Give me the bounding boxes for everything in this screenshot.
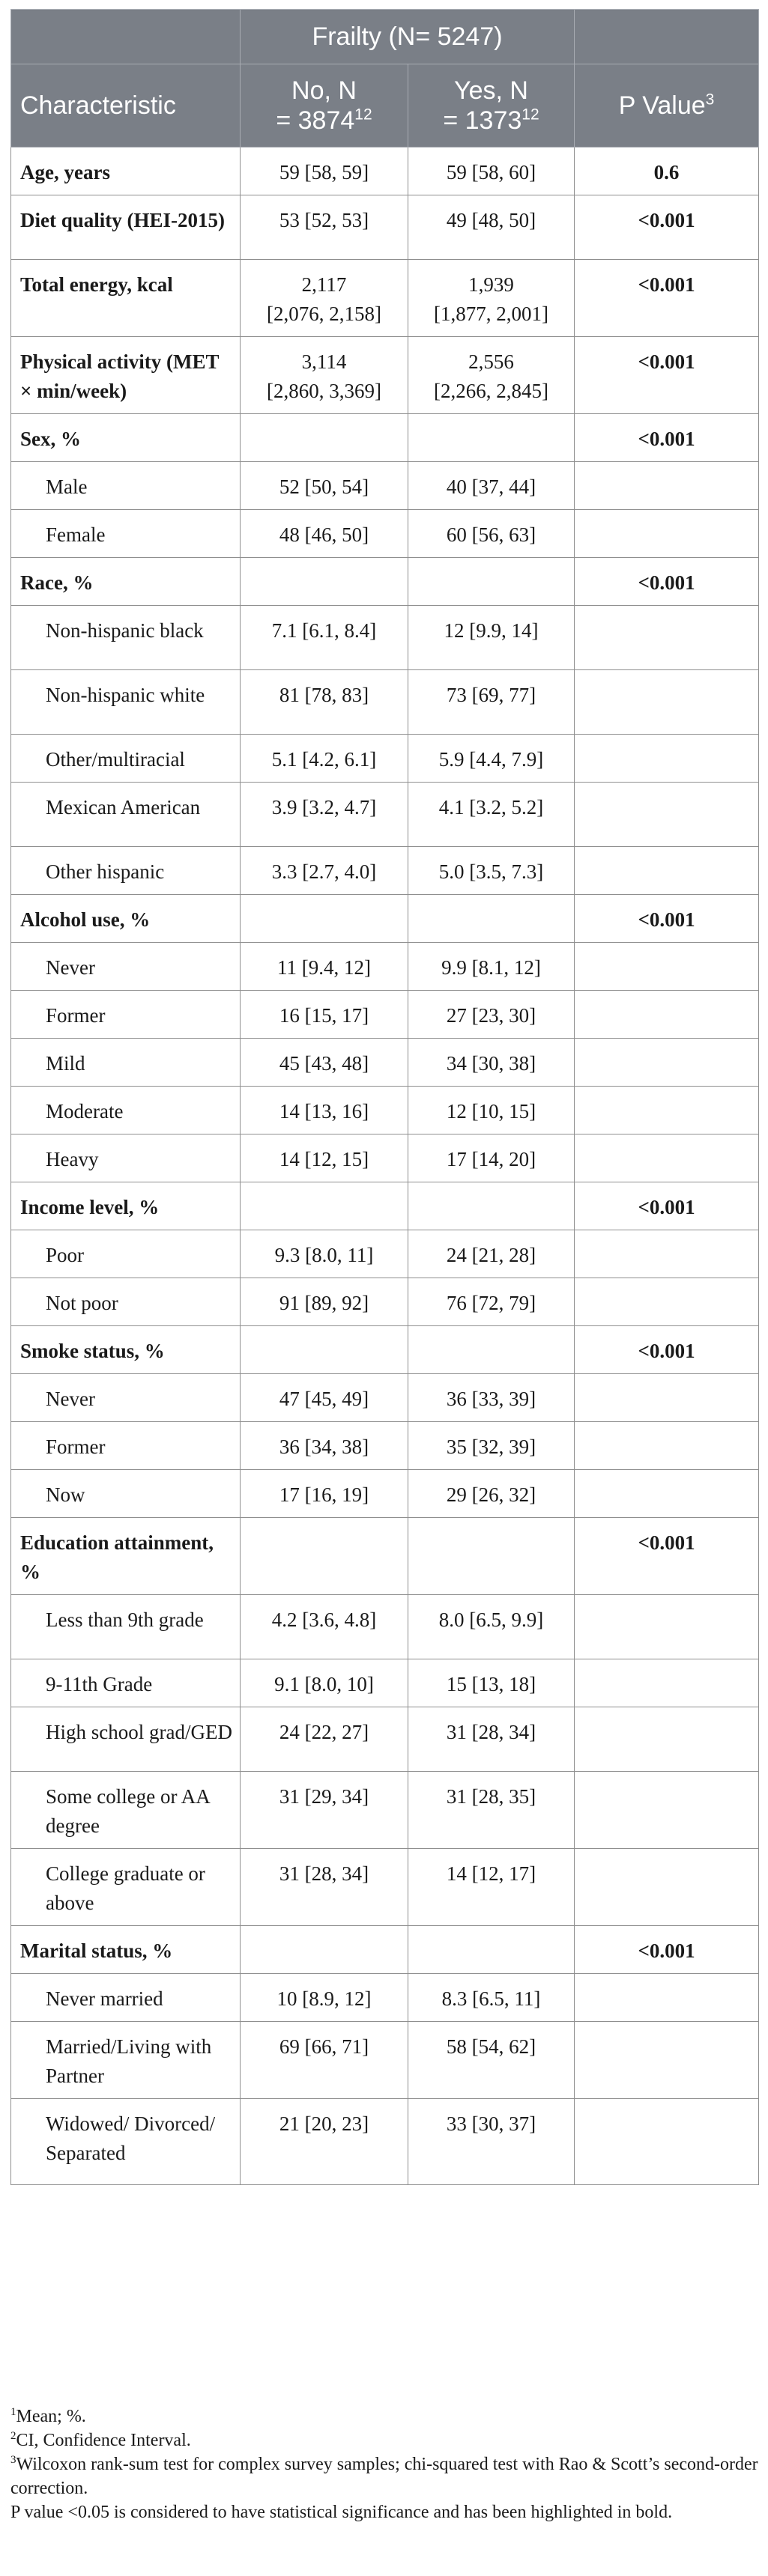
- no-header-line2: = 3874: [276, 106, 355, 135]
- variable-label: Smoke status, %: [11, 1326, 241, 1374]
- variable-row: [11, 337, 759, 414]
- value-line: 1,939: [468, 273, 514, 296]
- value-line: 8.3 [6.5, 11]: [441, 1987, 541, 2010]
- no-frailty-value: [241, 670, 408, 735]
- category-label: Female: [11, 510, 241, 558]
- p-value: [575, 606, 759, 670]
- p-value: <0.001: [575, 1926, 759, 1974]
- value-line: 31 [29, 34]: [279, 1785, 369, 1808]
- category-row: [11, 670, 759, 735]
- no-frailty-value: [241, 195, 408, 260]
- category-label: Mild: [11, 1039, 241, 1087]
- yes-frailty-value: [408, 943, 575, 991]
- variable-row: [11, 1518, 759, 1595]
- table-body: [11, 148, 759, 2185]
- value-line: 40 [37, 44]: [446, 476, 536, 498]
- category-row: [11, 2022, 759, 2099]
- value-line: 14 [13, 16]: [279, 1100, 369, 1123]
- category-label: Heavy: [11, 1134, 241, 1182]
- value-line: 10 [8.9, 12]: [276, 1987, 372, 2010]
- no-frailty-value: [241, 1926, 408, 1974]
- no-frailty-value: [241, 1230, 408, 1278]
- yes-frailty-value: [408, 462, 575, 510]
- no-frailty-value: [241, 510, 408, 558]
- footnote-text: CI, Confidence Interval.: [16, 2431, 191, 2450]
- footnote: [10, 2428, 760, 2452]
- yes-frailty-value: [408, 2022, 575, 2099]
- yes-frailty-value: [408, 1039, 575, 1087]
- variable-row: [11, 1182, 759, 1230]
- p-value: [575, 1707, 759, 1772]
- value-line: [2,860, 3,369]: [267, 380, 381, 402]
- yes-frailty-value: [408, 337, 575, 414]
- value-line: [2,266, 2,845]: [434, 380, 548, 402]
- p-value: [575, 2099, 759, 2185]
- value-line: 31 [28, 34]: [446, 1721, 536, 1743]
- no-frailty-value: [241, 1772, 408, 1849]
- category-row: [11, 1772, 759, 1849]
- category-label: Not poor: [11, 1278, 241, 1326]
- yes-frailty-header: [408, 64, 575, 148]
- no-frailty-value: [241, 2022, 408, 2099]
- category-label: High school grad/GED: [11, 1707, 241, 1772]
- p-value-footnote-ref: 3: [705, 91, 715, 109]
- yes-frailty-value: [408, 1974, 575, 2022]
- yes-frailty-value: [408, 1659, 575, 1707]
- p-value: [575, 2022, 759, 2099]
- no-header-line1: No, N: [291, 76, 357, 105]
- no-frailty-value: [241, 1087, 408, 1134]
- footnote-marker: 2: [10, 2430, 16, 2442]
- p-value: [575, 991, 759, 1039]
- value-line: 21 [20, 23]: [279, 2112, 369, 2135]
- category-row: [11, 1230, 759, 1278]
- p-value-header-text: P Value: [618, 91, 706, 120]
- footnote-marker: 1: [10, 2406, 16, 2418]
- p-value: <0.001: [575, 260, 759, 337]
- category-label: Mexican American: [11, 783, 241, 847]
- category-row: [11, 1087, 759, 1134]
- category-label: Married/Living with Partner: [11, 2022, 241, 2099]
- category-row: [11, 1849, 759, 1926]
- yes-frailty-value: [408, 1278, 575, 1326]
- category-row: [11, 462, 759, 510]
- value-line: 52 [50, 54]: [279, 476, 369, 498]
- yes-frailty-value: [408, 783, 575, 847]
- category-label: Never: [11, 1374, 241, 1422]
- value-line: 8.0 [6.5, 9.9]: [438, 1609, 544, 1631]
- value-line: 11 [9.4, 12]: [277, 956, 371, 979]
- no-frailty-value: [241, 2099, 408, 2185]
- variable-row: [11, 1326, 759, 1374]
- value-line: 33 [30, 37]: [446, 2112, 536, 2135]
- yes-frailty-value: [408, 1707, 575, 1772]
- yes-frailty-value: [408, 260, 575, 337]
- no-frailty-value: [241, 1134, 408, 1182]
- p-value: 0.6: [575, 148, 759, 195]
- category-row: [11, 1278, 759, 1326]
- category-label: Other/multiracial: [11, 735, 241, 783]
- value-line: 5.9 [4.4, 7.9]: [438, 748, 544, 771]
- yes-frailty-value: [408, 1087, 575, 1134]
- no-frailty-value: [241, 1470, 408, 1518]
- category-label: 9-11th Grade: [11, 1659, 241, 1707]
- yes-frailty-value: [408, 1422, 575, 1470]
- yes-frailty-value: [408, 895, 575, 943]
- value-line: 5.0 [3.5, 7.3]: [438, 860, 544, 883]
- yes-frailty-value: [408, 1374, 575, 1422]
- value-line: 31 [28, 35]: [446, 1785, 536, 1808]
- p-value: [575, 1374, 759, 1422]
- p-value: [575, 510, 759, 558]
- category-label: Never: [11, 943, 241, 991]
- value-line: 14 [12, 15]: [279, 1148, 369, 1170]
- no-frailty-value: [241, 606, 408, 670]
- variable-row: [11, 195, 759, 260]
- value-line: [2,076, 2,158]: [267, 303, 381, 325]
- category-row: [11, 1595, 759, 1659]
- p-value: [575, 1039, 759, 1087]
- no-frailty-value: [241, 783, 408, 847]
- category-row: [11, 1974, 759, 2022]
- category-row: [11, 847, 759, 895]
- p-value: [575, 1772, 759, 1849]
- variable-row: [11, 148, 759, 195]
- category-label: Less than 9th grade: [11, 1595, 241, 1659]
- yes-frailty-value: [408, 1326, 575, 1374]
- value-line: 59 [58, 59]: [279, 161, 369, 183]
- yes-frailty-value: [408, 414, 575, 462]
- value-line: 3.3 [2.7, 4.0]: [271, 860, 377, 883]
- footnote: [10, 2500, 760, 2524]
- value-line: 4.1 [3.2, 5.2]: [438, 796, 544, 818]
- value-line: 29 [26, 32]: [446, 1483, 536, 1506]
- category-label: College graduate or above: [11, 1849, 241, 1926]
- p-value: [575, 1230, 759, 1278]
- value-line: 4.2 [3.6, 4.8]: [271, 1609, 377, 1631]
- p-value: [575, 1595, 759, 1659]
- no-frailty-value: [241, 1595, 408, 1659]
- value-line: 47 [45, 49]: [279, 1388, 369, 1410]
- value-line: 48 [46, 50]: [279, 523, 369, 546]
- no-frailty-value: [241, 1326, 408, 1374]
- value-line: 9.9 [8.1, 12]: [441, 956, 541, 979]
- value-line: 27 [23, 30]: [446, 1004, 536, 1027]
- category-row: [11, 1422, 759, 1470]
- yes-frailty-value: [408, 606, 575, 670]
- value-line: 3,114: [301, 350, 347, 373]
- category-row: [11, 943, 759, 991]
- variable-label: Sex, %: [11, 414, 241, 462]
- category-row: [11, 735, 759, 783]
- p-value: [575, 847, 759, 895]
- yes-frailty-value: [408, 1134, 575, 1182]
- p-value: [575, 735, 759, 783]
- value-line: 36 [33, 39]: [446, 1388, 536, 1410]
- value-line: 60 [56, 63]: [446, 523, 536, 546]
- p-value: [575, 783, 759, 847]
- value-line: 91 [89, 92]: [279, 1292, 369, 1314]
- yes-frailty-value: [408, 1230, 575, 1278]
- value-line: 2,117: [301, 273, 347, 296]
- category-label: Some college or AA degree: [11, 1772, 241, 1849]
- no-frailty-value: [241, 558, 408, 606]
- no-frailty-value: [241, 1849, 408, 1926]
- category-row: [11, 1659, 759, 1707]
- category-label: Former: [11, 991, 241, 1039]
- category-label: Widowed/ Divorced/ Separated: [11, 2099, 241, 2185]
- p-value: [575, 1659, 759, 1707]
- value-line: 9.1 [8.0, 10]: [274, 1673, 374, 1695]
- variable-label: Diet quality (HEI-2015): [11, 195, 241, 260]
- no-frailty-value: [241, 1374, 408, 1422]
- value-line: 35 [32, 39]: [446, 1436, 536, 1458]
- category-row: [11, 1707, 759, 1772]
- value-line: 24 [22, 27]: [279, 1721, 369, 1743]
- no-frailty-value: [241, 1278, 408, 1326]
- category-label: Poor: [11, 1230, 241, 1278]
- yes-frailty-value: [408, 148, 575, 195]
- variable-label: Income level, %: [11, 1182, 241, 1230]
- value-line: 49 [48, 50]: [446, 209, 536, 231]
- no-frailty-value: [241, 1422, 408, 1470]
- footnote-text: Wilcoxon rank-sum test for complex survey samples; chi-squared test with Rao & Scott’s second-order correction.: [10, 2455, 758, 2498]
- category-row: [11, 1374, 759, 1422]
- variable-row: [11, 260, 759, 337]
- frailty-characteristics-table: [10, 9, 759, 2185]
- p-value: [575, 670, 759, 735]
- yes-frailty-value: [408, 1595, 575, 1659]
- category-row: [11, 1134, 759, 1182]
- value-line: 2,556: [468, 350, 514, 373]
- category-label: Now: [11, 1470, 241, 1518]
- p-value: <0.001: [575, 1326, 759, 1374]
- variable-label: Alcohol use, %: [11, 895, 241, 943]
- p-value: [575, 1087, 759, 1134]
- footnote-text: P value <0.05 is considered to have statistical significance and has been highlighted in bold.: [10, 2503, 673, 2522]
- no-frailty-value: [241, 735, 408, 783]
- category-label: Non-hispanic white: [11, 670, 241, 735]
- variable-label: Marital status, %: [11, 1926, 241, 1974]
- footnote-text: Mean; %.: [16, 2407, 86, 2426]
- variable-label: Physical activity (MET × min/week): [11, 337, 241, 414]
- p-value: <0.001: [575, 558, 759, 606]
- no-frailty-value: [241, 1518, 408, 1595]
- p-value: [575, 1849, 759, 1926]
- no-frailty-value: [241, 991, 408, 1039]
- value-line: 59 [58, 60]: [446, 161, 536, 183]
- yes-frailty-value: [408, 1470, 575, 1518]
- no-header-footnote-ref: 12: [354, 106, 372, 124]
- yes-frailty-value: [408, 1772, 575, 1849]
- yes-frailty-value: [408, 991, 575, 1039]
- category-row: [11, 1470, 759, 1518]
- category-label: Other hispanic: [11, 847, 241, 895]
- yes-frailty-value: [408, 735, 575, 783]
- value-line: 36 [34, 38]: [279, 1436, 369, 1458]
- value-line: 7.1 [6.1, 8.4]: [271, 619, 377, 642]
- yes-frailty-value: [408, 1518, 575, 1595]
- p-value: <0.001: [575, 195, 759, 260]
- variable-label: Age, years: [11, 148, 241, 195]
- value-line: 5.1 [4.2, 6.1]: [271, 748, 377, 771]
- yes-header-line1: Yes, N: [454, 76, 528, 105]
- no-frailty-value: [241, 337, 408, 414]
- no-frailty-value: [241, 462, 408, 510]
- category-label: Never married: [11, 1974, 241, 2022]
- p-value: [575, 1422, 759, 1470]
- yes-frailty-value: [408, 558, 575, 606]
- value-line: 31 [28, 34]: [279, 1862, 369, 1885]
- variable-label: Total energy, kcal: [11, 260, 241, 337]
- category-row: [11, 783, 759, 847]
- value-line: 69 [66, 71]: [279, 2035, 369, 2058]
- no-frailty-value: [241, 943, 408, 991]
- value-line: 16 [15, 17]: [279, 1004, 369, 1027]
- value-line: 24 [21, 28]: [446, 1244, 536, 1266]
- value-line: 3.9 [3.2, 4.7]: [271, 796, 377, 818]
- p-value: <0.001: [575, 337, 759, 414]
- yes-frailty-value: [408, 510, 575, 558]
- value-line: 9.3 [8.0, 11]: [274, 1244, 374, 1266]
- p-value-header: [575, 64, 759, 148]
- value-line: 81 [78, 83]: [279, 684, 369, 706]
- yes-header-footnote-ref: 12: [521, 106, 539, 124]
- footnote-marker: 3: [10, 2454, 16, 2466]
- p-value: <0.001: [575, 1182, 759, 1230]
- p-value: <0.001: [575, 895, 759, 943]
- p-value: [575, 1470, 759, 1518]
- value-line: 76 [72, 79]: [446, 1292, 536, 1314]
- yes-frailty-value: [408, 1849, 575, 1926]
- no-frailty-value: [241, 260, 408, 337]
- yes-frailty-value: [408, 847, 575, 895]
- value-line: 15 [13, 18]: [446, 1673, 536, 1695]
- no-frailty-value: [241, 1182, 408, 1230]
- value-line: 53 [52, 53]: [279, 209, 369, 231]
- yes-frailty-value: [408, 670, 575, 735]
- category-row: [11, 606, 759, 670]
- value-line: 34 [30, 38]: [446, 1052, 536, 1075]
- value-line: 17 [16, 19]: [279, 1483, 369, 1506]
- header-empty-cell: [575, 10, 759, 64]
- p-value: [575, 1134, 759, 1182]
- category-label: Non-hispanic black: [11, 606, 241, 670]
- p-value: <0.001: [575, 1518, 759, 1595]
- no-frailty-value: [241, 1974, 408, 2022]
- no-frailty-value: [241, 414, 408, 462]
- no-frailty-value: [241, 148, 408, 195]
- yes-frailty-value: [408, 195, 575, 260]
- yes-header-line2: = 1373: [443, 106, 522, 135]
- no-frailty-header: [241, 64, 408, 148]
- p-value: [575, 1974, 759, 2022]
- footnote: [10, 2452, 760, 2500]
- table-footnotes: [10, 2405, 760, 2524]
- characteristic-header: Characteristic: [11, 64, 241, 148]
- variable-label: Education attainment, %: [11, 1518, 241, 1595]
- value-line: 45 [43, 48]: [279, 1052, 369, 1075]
- value-line: 58 [54, 62]: [446, 2035, 536, 2058]
- value-line: [1,877, 2,001]: [434, 303, 548, 325]
- value-line: 14 [12, 17]: [446, 1862, 536, 1885]
- category-label: Former: [11, 1422, 241, 1470]
- category-row: [11, 1039, 759, 1087]
- category-row: [11, 2099, 759, 2185]
- category-row: [11, 991, 759, 1039]
- table-header: [11, 10, 759, 148]
- no-frailty-value: [241, 1039, 408, 1087]
- value-line: 73 [69, 77]: [446, 684, 536, 706]
- footnote: [10, 2405, 760, 2428]
- no-frailty-value: [241, 847, 408, 895]
- value-line: 17 [14, 20]: [446, 1148, 536, 1170]
- yes-frailty-value: [408, 2099, 575, 2185]
- value-line: 12 [9.9, 14]: [444, 619, 539, 642]
- no-frailty-value: [241, 895, 408, 943]
- p-value: [575, 943, 759, 991]
- no-frailty-value: [241, 1659, 408, 1707]
- value-line: 12 [10, 15]: [446, 1100, 536, 1123]
- header-empty-cell: [11, 10, 241, 64]
- p-value: [575, 462, 759, 510]
- category-label: Moderate: [11, 1087, 241, 1134]
- category-row: [11, 510, 759, 558]
- variable-row: [11, 895, 759, 943]
- variable-row: [11, 414, 759, 462]
- yes-frailty-value: [408, 1182, 575, 1230]
- no-frailty-value: [241, 1707, 408, 1772]
- yes-frailty-value: [408, 1926, 575, 1974]
- p-value: <0.001: [575, 414, 759, 462]
- frailty-group-header: Frailty (N= 5247): [241, 10, 575, 64]
- p-value: [575, 1278, 759, 1326]
- variable-row: [11, 558, 759, 606]
- variable-row: [11, 1926, 759, 1974]
- variable-label: Race, %: [11, 558, 241, 606]
- category-label: Male: [11, 462, 241, 510]
